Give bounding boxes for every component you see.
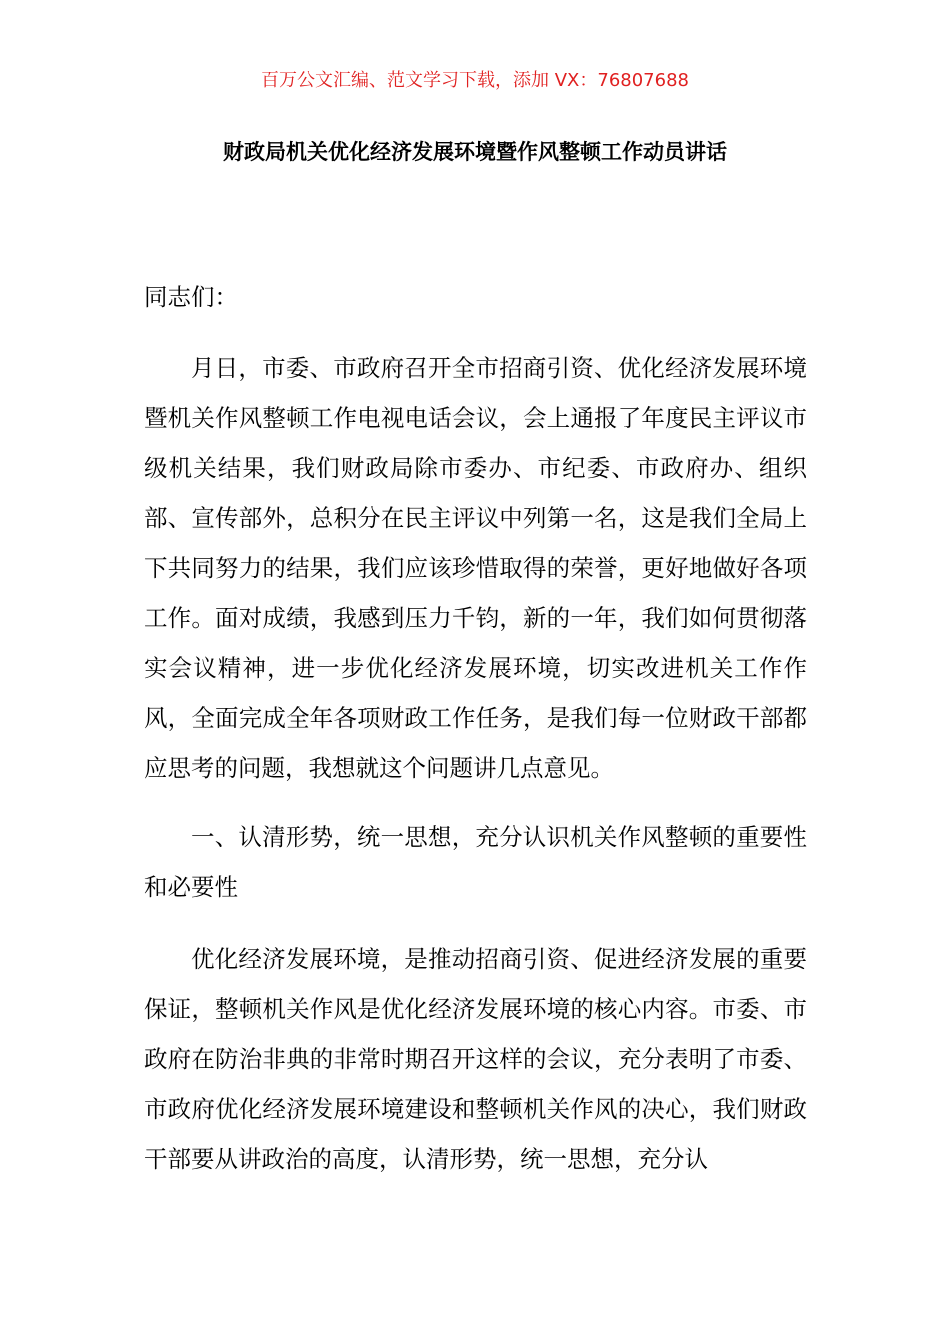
salutation: 同志们： (144, 283, 238, 311)
document-title: 财政局机关优化经济发展环境暨作风整顿工作动员讲话 (223, 140, 727, 164)
section-heading-1: 一、认清形势，统一思想，充分认识机关作风整顿的重要性和必要性 (144, 823, 807, 901)
header-promo-note: 百万公文汇编、范文学习下载，添加 VX：76807688 (261, 70, 689, 91)
paragraph-intro: 月日，市委、市政府召开全市招商引资、优化经济发展环境暨机关作风整顿工作电视电话会议，会上通报了年度民主评议市级机关结果，我们财政局除市委办、市纪委、市政府办、组织部、宣传部外，总积分在民主评议中列第一名，这是我们全局上下共同努力的结果，我们应该珍惜取得的荣誉，更好地做好各项工作。面对成绩，我感到压力千钧，新的一年，我们如何贯彻落实会议精神，进一步优化经济发展环境，切实改进机关工作作风，全面完成全年各项财政工作任务，是我们每一位财政干部都应思考的问题，我想就这个问题讲几点意见。 (144, 354, 807, 782)
paragraph-section-1: 优化经济发展环境，是推动招商引资、促进经济发展的重要保证，整顿机关作风是优化经济发展环境的核心内容。市委、市政府在防治非典的非常时期召开这样的会议，充分表明了市委、市政府优化经济发展环境建设和整顿机关作风的决心，我们财政干部要从讲政治的高度，认清形势，统一思想，充分认 (144, 945, 807, 1173)
